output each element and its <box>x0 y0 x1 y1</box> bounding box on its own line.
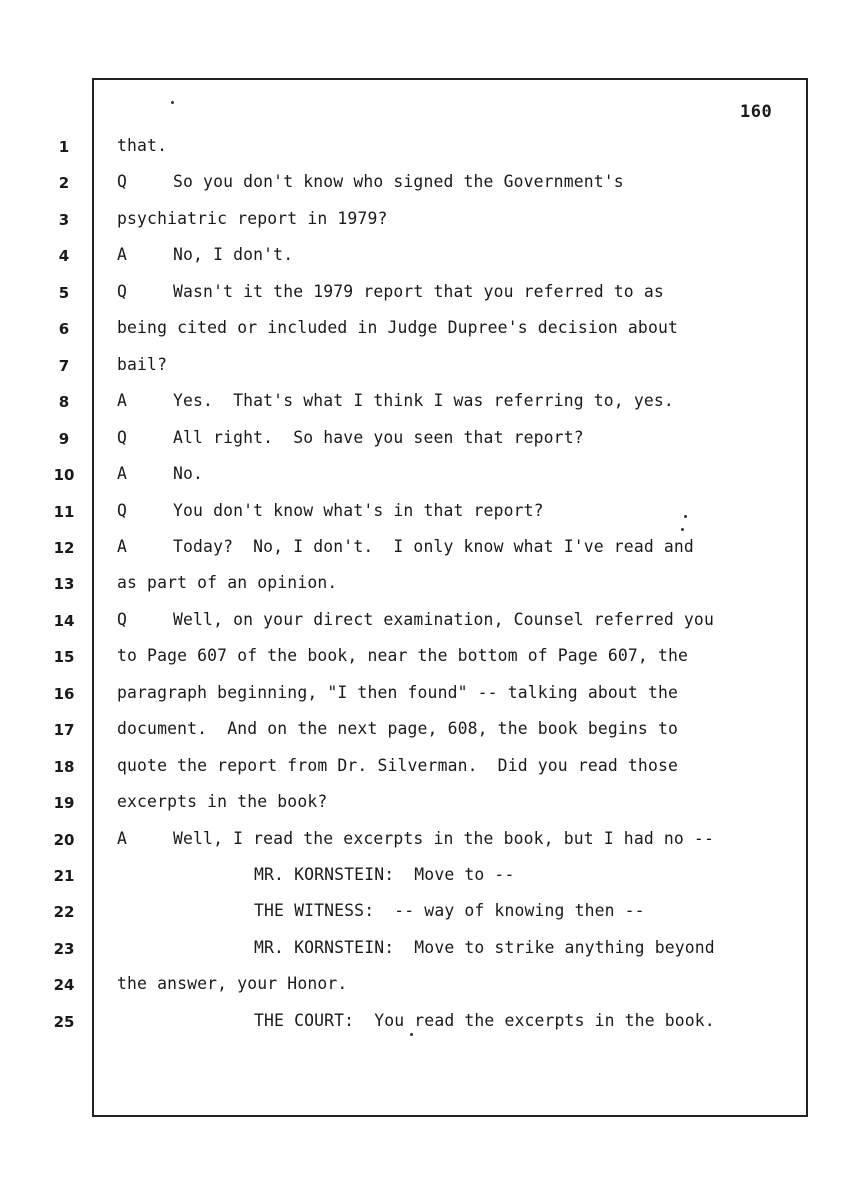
line-text: No, I don't. <box>173 245 294 265</box>
line-text: Yes. That's what I think I was referring to, yes. <box>173 391 674 411</box>
line-number: 20 <box>53 830 75 849</box>
line-text: All right. So have you seen that report? <box>173 427 584 447</box>
transcript-line <box>117 136 167 155</box>
transcript-line <box>117 245 293 264</box>
line-number: 15 <box>53 648 75 667</box>
line-text: the answer, your Honor. <box>117 974 348 994</box>
transcript-line <box>117 610 714 629</box>
line-number: 4 <box>58 247 70 266</box>
transcript-line <box>117 756 678 775</box>
line-text: bail? <box>117 354 168 374</box>
line-number: 14 <box>53 611 75 630</box>
speaker-label: A <box>117 828 128 848</box>
line-number: 25 <box>53 1012 75 1031</box>
line-text: MR. KORNSTEIN: Move to strike anything beyond <box>254 937 715 957</box>
transcript-line <box>117 355 167 374</box>
transcript-line <box>117 573 337 592</box>
speaker-label: A <box>117 464 128 484</box>
line-text: as part of an opinion. <box>117 573 338 593</box>
transcript-line <box>117 318 678 337</box>
transcript-line <box>117 901 645 920</box>
transcript-line <box>117 938 715 957</box>
speaker-label: Q <box>117 281 128 301</box>
line-number: 10 <box>53 466 75 485</box>
line-number: 19 <box>53 794 75 813</box>
line-text: excerpts in the book? <box>117 792 328 812</box>
transcript-line <box>117 501 544 520</box>
line-text: quote the report from Dr. Silverman. Did you read those <box>117 755 679 775</box>
line-number: 16 <box>53 684 75 703</box>
transcript-line <box>117 829 714 848</box>
line-number: 9 <box>58 429 70 448</box>
line-text: document. And on the next page, 608, the book begins to <box>117 719 679 739</box>
transcript-line <box>117 172 624 191</box>
line-number: 11 <box>53 502 75 521</box>
line-number: 13 <box>53 575 75 594</box>
line-text: You don't know what's in that report? <box>173 500 544 520</box>
line-text: Well, I read the excerpts in the book, but I had no -- <box>173 828 714 848</box>
transcript-line <box>117 282 664 301</box>
line-number: 8 <box>58 393 70 412</box>
line-number: 21 <box>53 867 75 885</box>
line-text: Wasn't it the 1979 report that you referred to as <box>173 281 664 301</box>
line-text: psychiatric report in 1979? <box>117 208 388 228</box>
scan-speck <box>410 1033 413 1036</box>
speaker-label: Q <box>117 500 128 520</box>
transcript-line <box>117 646 688 665</box>
transcript-page-border <box>92 78 808 1117</box>
line-number: 5 <box>58 283 70 302</box>
line-text: THE COURT: You read the excerpts in the book. <box>254 1010 715 1030</box>
line-text: So you don't know who signed the Government's <box>173 172 624 192</box>
line-number: 23 <box>53 939 75 958</box>
speaker-label: A <box>117 391 128 411</box>
line-text: paragraph beginning, "I then found" -- talking about the <box>117 682 679 702</box>
speaker-label: A <box>117 245 128 265</box>
line-number: 7 <box>58 356 70 375</box>
transcript-line <box>117 464 203 483</box>
line-number: 24 <box>53 976 75 995</box>
line-text: MR. KORNSTEIN: Move to -- <box>254 865 515 884</box>
transcript-line <box>117 209 388 228</box>
speaker-label: Q <box>117 172 128 192</box>
transcript-line <box>117 719 678 738</box>
line-number: 1 <box>58 138 70 156</box>
transcript-line <box>117 537 694 556</box>
line-text: Well, on your direct examination, Counsel referred you <box>173 609 714 629</box>
scan-speck <box>681 528 684 531</box>
scan-speck <box>171 101 174 104</box>
speaker-label: A <box>117 536 128 556</box>
transcript-line <box>117 865 514 884</box>
speaker-label: Q <box>117 609 128 629</box>
transcript-line <box>117 1011 715 1030</box>
line-number: 18 <box>53 757 75 776</box>
page-number: 160 <box>740 102 773 122</box>
transcript-line <box>117 974 347 993</box>
line-text: that. <box>117 136 168 155</box>
transcript-line <box>117 428 584 447</box>
transcript-line <box>117 792 327 811</box>
line-number: 3 <box>58 210 70 229</box>
line-number: 22 <box>53 903 75 922</box>
line-text: Today? No, I don't. I only know what I've read and <box>173 536 694 556</box>
transcript-line <box>117 683 678 702</box>
transcript-line <box>117 391 674 410</box>
line-text: THE WITNESS: -- way of knowing then -- <box>254 901 645 921</box>
speaker-label: Q <box>117 427 128 447</box>
scan-speck <box>684 515 687 518</box>
line-number: 2 <box>58 174 70 193</box>
line-number: 17 <box>53 721 75 740</box>
line-text: No. <box>173 464 204 484</box>
line-text: being cited or included in Judge Dupree's decision about <box>117 318 679 338</box>
line-number: 12 <box>53 538 75 557</box>
line-number: 6 <box>58 320 70 339</box>
line-text: to Page 607 of the book, near the bottom of Page 607, the <box>117 646 689 666</box>
